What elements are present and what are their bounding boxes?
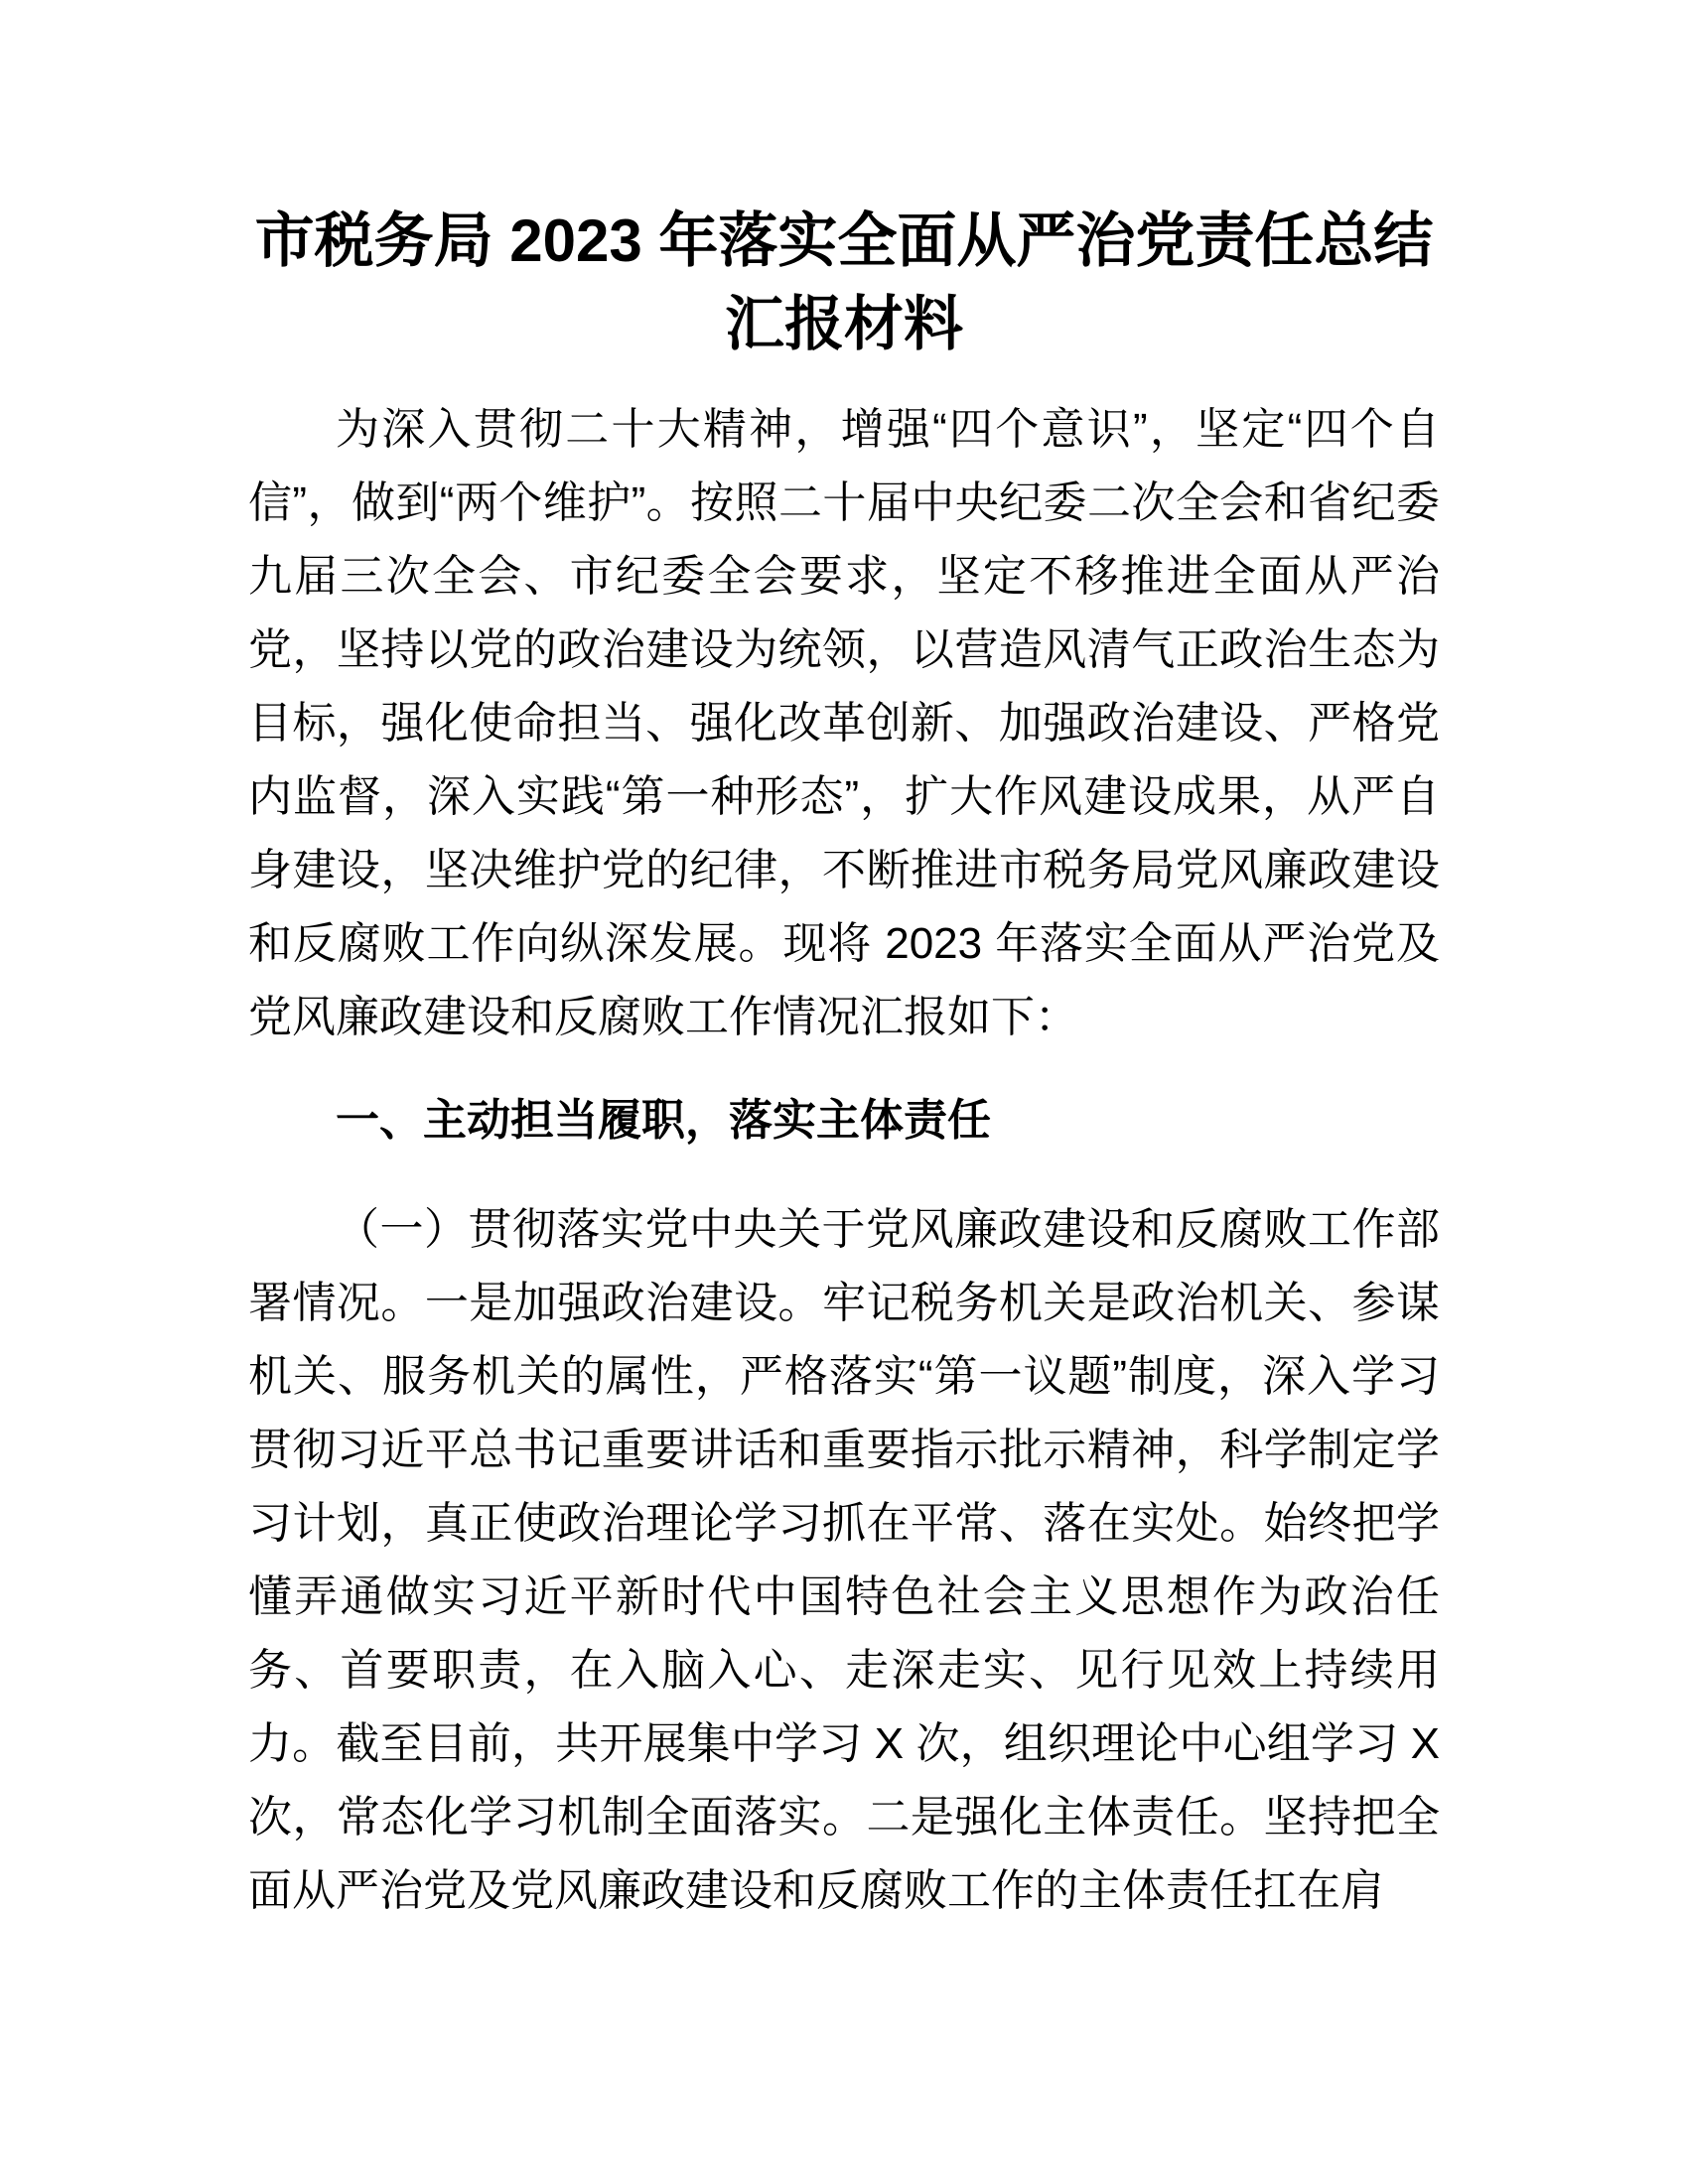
section-1-heading: 一、主动担当履职，落实主体责任 [336,1096,991,1145]
document-title: 市税务局 2023 年落实全面从严治党责任总结汇报材料 [254,207,1434,357]
section-1-paragraph: （一）贯彻落实党中央关于党风廉政建设和反腐败工作部署情况。一是加强政治建设。牢记税务机关是政治机关、参谋机关、服务机关的属性，严格落实“第一议题”制度，深入学习贯彻习近平总书记重要讲话和重要指示批示精神，科学制定学习计划，真正使政治理论学习抓在平常、落在实处。始终把学懂弄通做实习近平新时代中国特色社会主义思想作为政治任务、首要职责，在入脑入心、走深走实、见行见效上持续用力。截至目前，共开展集中学习 X 次，组织理论中心组学习 X 次，常态化学习机制全面落实。二是强化主体责任。坚持把全面从严治党及党风廉政建设和反腐败工作的主体责任扛在肩 [248,1205,1440,1915]
intro-paragraph: 为深入贯彻二十大精神，增强“四个意识”，坚定“四个自信”，做到“两个维护”。按照二十届中央纪委二次全会和省纪委九届三次全会、市纪委全会要求，坚定不移推进全面从严治党，坚持以党的政治建设为统领，以营造风清气正政治生态为目标，强化使命担当、强化改革创新、加强政治建设、严格党内监督，深入实践“第一种形态”，扩大作风建设成果，从严自身建设，坚决维护党的纪律，不断推进市税务局党风廉政建设和反腐败工作向纵深发展。现将 2023 年落实全面从严治党及党风廉政建设和反腐败工作情况汇报如下： [248,405,1440,1041]
